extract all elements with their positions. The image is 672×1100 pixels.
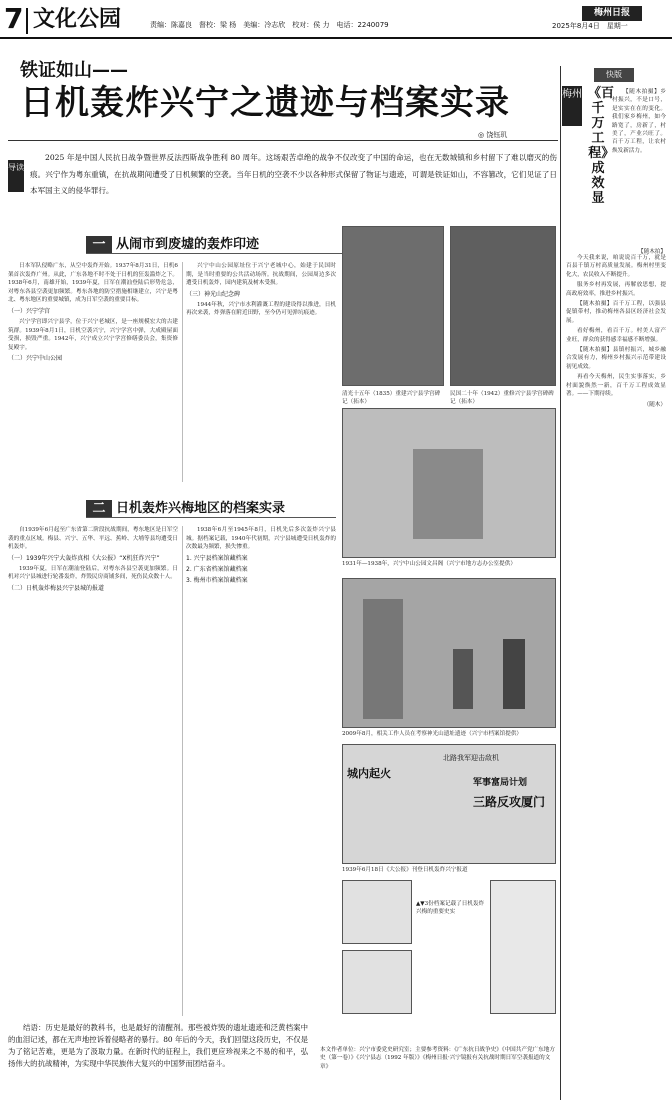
photo-caption-6: ▲▼3份档案记载了日机轰炸兴梅的重要史实: [416, 901, 485, 915]
column-rule: [182, 262, 183, 482]
paragraph: 日本军队侵略广东，从空中轰炸开始。1937年8月31日，日机6架首次轰炸广州。从此，广东各地不时不处于日机的狂轰滥炸之下。1938年6月，南雄开始，1939年夏，日军在潮汕登陆后形势危急，对粤东各县空袭更加频繁。粤东各地的防空措施相继建立，兴宁是粤北、粤东地区的重要城镇，成为日军空袭的重要目标。: [8, 263, 178, 304]
page-header: [0, 0, 672, 40]
conclusion-block: [8, 1022, 308, 1070]
page-number: 7: [4, 2, 24, 35]
subheading: （三）神光山纪念碑: [186, 290, 241, 298]
section-1-heading: [86, 236, 366, 254]
subheading: （一）1939年兴宁大轰炸真相《大公报》“X机狂炸兴宁”: [8, 554, 160, 562]
paragraph: 【随木拍摄】百千万工程，以强县促镇带村，推动梅州各县区经济社会发展。: [566, 301, 666, 324]
stele-shape: [363, 599, 403, 719]
paragraph: 再看今天梅州，民生实事落实，乡村面貌焕然一新，百千万工程成效显著。——下期待续。: [566, 374, 666, 398]
photo-caption-3: 1931年—1938年，兴宁中山公园文昌阁（兴宁市地方志办公室提供）: [342, 561, 516, 567]
paragraph: 【随木拍摄】乡村振兴，不是口号，是实实在在的变化。我们家乡梅州，如今路宽了，房新了，村美了，产业兴旺了。百千万工程，让农村焕发新活力。: [612, 89, 666, 154]
sidebar-end-sign: （随木）: [643, 401, 666, 408]
article-credit: 本文作者单位：兴宁市委党史研究室；主要参考资料：《广东抗日战争史》《中国共产党广东地方史（第一卷）》《兴宁县志（1992 年版）》《梅州日报·兴宁镜报有关抗战时期日军空袭报道的文章》: [320, 1047, 555, 1070]
site-visit-photo: [342, 578, 556, 728]
conclusion-text: 结语：历史是最好的教科书，也是最好的清醒剂。那些被炸毁的遗址遗迹和泛黄档案中的血泪记述，都在无声地控诉着侵略者的暴行。80 年后的今天，我们回望这段历史，不仅是为了铭记苦难，更是为了汲取力量。在新时代的征程上，我们更应珍视来之不易的和平，弘扬伟大的抗战精神，为实现中华民族伟大复兴的中国梦而团结奋斗。: [8, 1023, 308, 1068]
sidebar-tag: 快版: [594, 68, 634, 82]
subheading: 2. 广东省档案馆藏档案: [186, 565, 248, 573]
sidebar-body: [566, 254, 666, 1094]
sidebar-sign: 【随木拍】: [638, 249, 666, 255]
photo-caption-2: 民国二十年（1942）重修兴宁县学宫碑碑记（拓本）: [450, 391, 554, 405]
section-2-number: 二: [86, 500, 112, 518]
archive-document-3: [490, 880, 556, 1014]
paragraph: 今天我来说，咱说说百千万，就是百县千镇万村高质量发展。梅州村里变化大，农民收入不断提升。: [566, 255, 666, 278]
sidebar-title: 《百千万工程》成效显: [588, 86, 615, 206]
section-2-heading: [86, 500, 336, 518]
newspaper-logo: 梅州日报: [582, 6, 642, 21]
subheading: （二）日机轰炸梅县兴宁县城的报道: [8, 584, 105, 592]
pavilion-shape: [413, 449, 483, 539]
section-1-rule: [86, 253, 366, 254]
person-shape: [503, 639, 525, 709]
newspaper-clipping: [342, 744, 556, 864]
subheading: 3. 梅州市档案馆藏档案: [186, 576, 248, 584]
archive-document-1: [342, 880, 412, 944]
photo-caption-4: 2009年8月，相关工作人员在考察神光山遗址遗迹（兴宁市档案馆提供）: [342, 731, 523, 737]
paragraph: 兴宁学宫即兴宁县学，位于兴宁老城区，是一座规模宏大的古建筑群。1939年8月1日，日机空袭兴宁，兴宁学宫中弹，大成殿屋面受损，损毁严重。1942年，兴宁成立兴宁学宫修缮委员会，集资修复殿宇。: [8, 318, 178, 351]
paragraph: 看好梅州，看百千万。村美人富产业旺，群众的获得感幸福感不断增强。: [566, 328, 666, 343]
section-2-column-a: [8, 526, 178, 1016]
section-1-column-a: [8, 262, 178, 492]
stele-rubbing-photo-2: [450, 226, 556, 386]
section-2-column-b: [186, 526, 336, 1016]
paragraph: 1939年夏，日军在潮汕登陆后，对粤东各县空袭更加频繁。日机对兴宁县城进行轮番轰炸，炸毁民房商铺多间，死伤民众数十人。: [8, 565, 178, 581]
stele-rubbing-photo-1: [342, 226, 444, 386]
lead-tag: 导读: [8, 160, 24, 192]
newspaper-headline: 北路我军迎击敌机: [443, 754, 499, 762]
article-author: ◎ 饶钰玑: [478, 131, 508, 139]
paragraph: 兴宁中山公园原址位于兴宁老城中心，始建于民国时期，是当时重要的公共活动场所。抗战期间，公园周边多次遭受日机轰炸，园内建筑及树木受损。: [186, 263, 336, 287]
paragraph: 1938年6月至1945年8月，日机先后多次轰炸兴宁县城。据档案记载，1940年代初期，兴宁县城遭受日机轰炸的次数最为频繁，损失惨重。: [186, 527, 336, 551]
masthead-rule: [0, 37, 672, 39]
newspaper-headline: 军事富局计划: [473, 778, 528, 788]
section-1-column-b: [186, 262, 336, 492]
title-rule: [8, 140, 558, 141]
paragraph: 服务乡村再发展，再解放思想，提高政府效率，推进乡村振兴。: [566, 282, 666, 297]
photo-caption-1: 清光十五年（1835）重建兴宁县学宫碑记（拓本）: [342, 391, 441, 405]
header-divider: [26, 8, 28, 34]
section-1-number: 一: [86, 236, 112, 254]
article-kicker: 铁证如山——: [20, 60, 128, 81]
section-1-title: 从闹市到废墟的轰炸印迹: [116, 237, 260, 252]
sidebar-column-label: 梅州: [562, 86, 582, 126]
pavilion-photo: [342, 408, 556, 558]
sidebar-first-block: [612, 88, 666, 256]
article-title: 日机轰炸兴宁之遗迹与档案实录: [20, 83, 510, 123]
page-section-name: 文化公园: [33, 7, 122, 32]
subheading: （一）兴宁学宫: [8, 307, 51, 315]
archive-document-2: [342, 950, 412, 1014]
lead-paragraph: 2025 年是中国人民抗日战争暨世界反法西斯战争胜利 80 周年。这场艰苦卓绝的战争不仅改变了中国的命运，也在无数城镇和乡村留下了难以磨灭的伤痕。兴宁作为粤东重镇，在抗战期间遭受了日机频繁的空袭。当年日机的空袭不少以各种形式保留了物证与遗迹，可谓是铁证如山，不容篡改，它们见证了日本军国主义的侵华罪行。: [30, 153, 557, 195]
newspaper-headline: 城内起火: [347, 767, 391, 780]
paragraph: 自1939年6月起至广东省第二阶段抗战期间，粤东地区是日军空袭的重点区域。梅县、兴宁、五华、平远、蕉岭、大埔等县均遭受日机轰炸。: [8, 527, 178, 551]
person-shape: [453, 649, 473, 709]
photo-caption-5: 1939年6月18日《大公报》刊登日机轰炸兴宁报道: [342, 867, 468, 873]
editor-credits: 责编：陈嘉良 督校：梁 杨 美编：冷志欣 校对：侯 力 电话：2240079: [150, 21, 389, 29]
column-rule: [182, 526, 183, 1016]
newspaper-headline: 三路反攻厦门: [473, 795, 546, 809]
subheading: 1. 兴宁县档案馆藏档案: [186, 554, 248, 562]
issue-date: 2025年8月4日 星期一: [552, 22, 628, 30]
subheading: （二）兴宁中山公园: [8, 355, 63, 363]
section-2-rule: [86, 517, 336, 518]
paragraph: 1944年秋，兴宁市水利灌溉工程的建设得以推进，日机再次来袭，炸弹落在附近田野，至今仍可见弹坑痕迹。: [186, 301, 336, 317]
paragraph: 【随木拍摄】县镇村振兴，城乡融合发展有力，梅州乡村振兴示范带建设初见成效。: [566, 347, 666, 370]
section-2-title: 日机轰炸兴梅地区的档案实录: [116, 501, 286, 516]
